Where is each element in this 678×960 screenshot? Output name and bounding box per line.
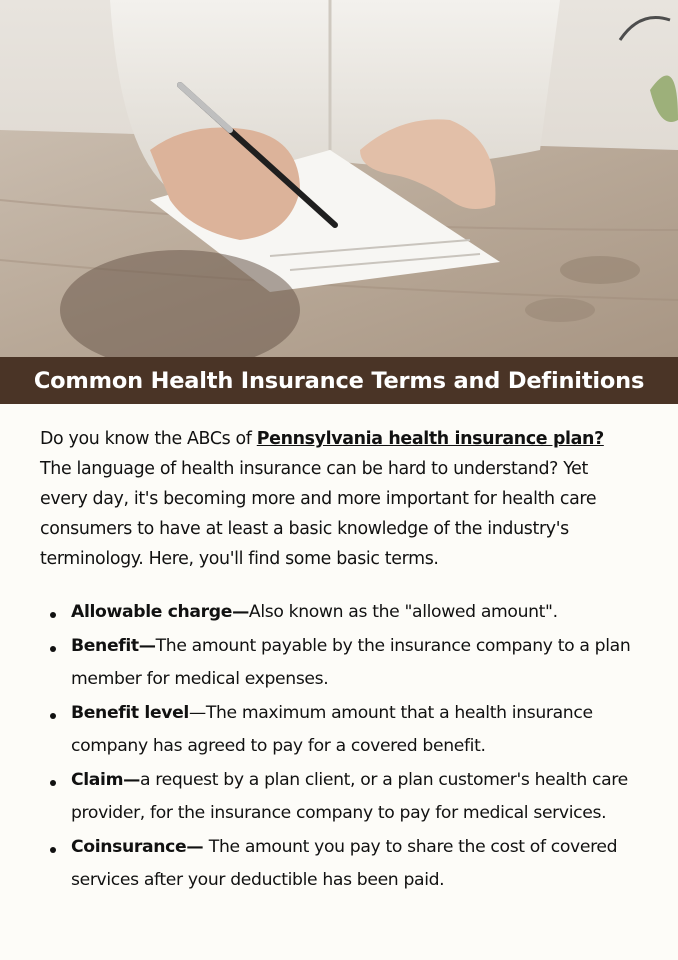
hero-illustration [0, 0, 678, 357]
term-definition: Also known as the "allowed amount". [248, 602, 558, 622]
intro-paragraph [40, 424, 638, 574]
term-definition: The amount you pay to share the cost of covered services after your deductible has been paid. [71, 837, 618, 890]
terms-list [40, 596, 638, 897]
hero-photo [0, 0, 678, 357]
intro-prefix: Do you know the ABCs of [40, 429, 257, 449]
intro-body: The language of health insurance can be hard to understand? Yet every day, it's becoming more and more important for health care consumers to have at least a basic knowledge of the industry's terminology. Here, you'll find some basic terms. [40, 459, 597, 569]
bullet-icon [50, 612, 56, 618]
term-name: Allowable charge— [71, 602, 249, 622]
pennsylvania-plan-link[interactable]: Pennsylvania health insurance plan? [256, 429, 604, 449]
term-name: Benefit— [71, 636, 156, 656]
article-body [0, 404, 678, 897]
term-definition: a request by a plan client, or a plan customer's health care provider, for the insurance company to pay for medical services. [71, 770, 628, 823]
list-item [40, 697, 638, 763]
list-item [40, 764, 638, 830]
bullet-icon [50, 847, 56, 853]
bullet-icon [50, 646, 56, 652]
list-item [40, 831, 638, 897]
list-item [40, 596, 638, 629]
term-name: Benefit level [71, 703, 189, 723]
title-banner [0, 357, 678, 404]
term-name: Claim— [71, 770, 140, 790]
term-definition: —The maximum amount that a health insurance company has agreed to pay for a covered benefit. [71, 703, 593, 756]
bullet-icon [50, 713, 56, 719]
page-title: Common Health Insurance Terms and Definitions [33, 367, 645, 394]
bullet-icon [50, 780, 56, 786]
list-item [40, 630, 638, 696]
term-definition: The amount payable by the insurance company to a plan member for medical expenses. [71, 636, 631, 689]
term-name: Coinsurance— [71, 837, 209, 857]
